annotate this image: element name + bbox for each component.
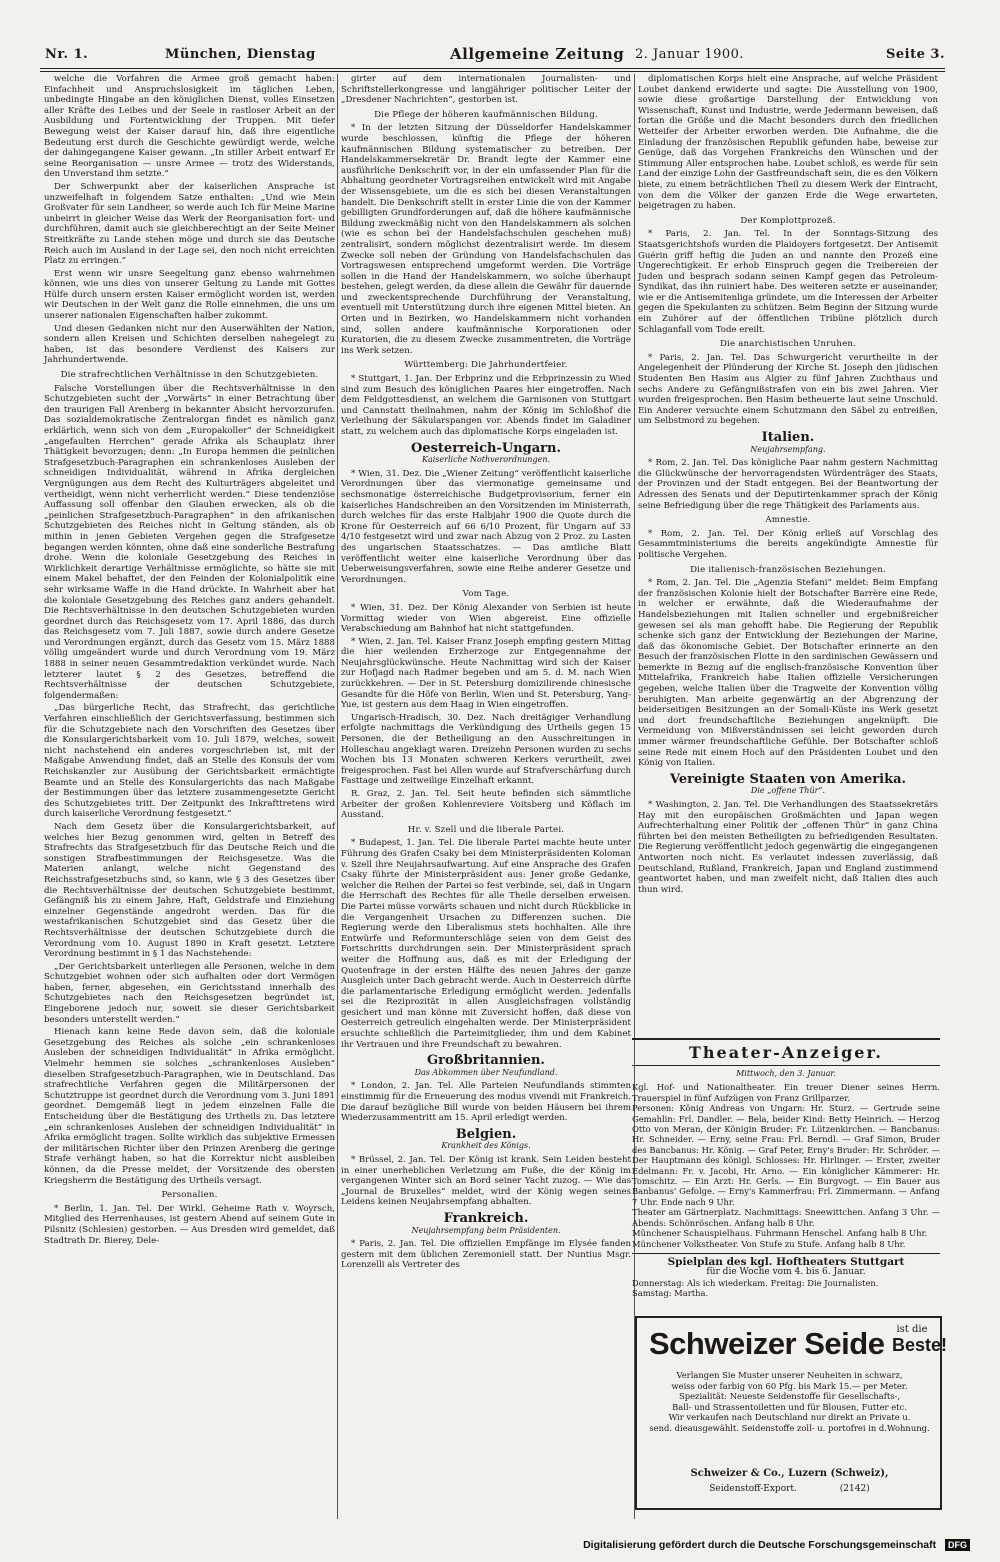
- ad-line: weiss oder farbig von 60 Pfg. bis Mark 15.— per Meter.: [671, 1380, 908, 1391]
- ad-side-line-2: Beste!: [892, 1335, 948, 1355]
- article-paragraph: * Paris, 2. Jan. Tel. Das Schwurgericht verurtheilte in der Angelegenheit der Plünderung der Kirche St. Joseph den jüdischen Studenten Ben Hasim aus Algier zu fünf Jahren Zuchthaus und sechs Andere zu Gefängnißstrafen von ein bis zwei Jahren. Vier wurden freigesprochen. Ben Hasim betheuerte laut seine Unschuld. Ein Anderer versuchte einem Schutzmann den Säbel zu entreißen, um Selbstmord zu begehen.: [638, 352, 938, 427]
- article-paragraph: * In der letzten Sitzung der Düsseldorfer Handelskammer wurde beschlossen, künftig die Pflege der höheren kaufmännischen Bildung systematischer zu betreiben. Der Handelskammersekretär Dr. Brandt legte der Kammer eine ausführliche Denkschrift vor, in der ein umfassender Plan für die Abhaltung geordneter Vortragsreihen entwickelt wird mit Angabe der Wissensgebiete, um die es sich bei diesen Veranstaltungen handelt. Die Denkschrift stellt in erster Linie die von der Kammer gebilligten Grundforderungen auf, daß die höhere kaufmännische Bildung zweckmäßig nicht von den Handelskammern als solchen (wie es schon bei der Handelsfachschulen geschehen muß) zentralisirt, sondern möglichst dezentralisirt werde. Im diesem Zwecke soll neben der Gründung von Handelsfachschulen das Vortragswesen entsprechend umgeformt werden. Die Vorträge sollen in die Hand der Handelskammern, wo solche überhaupt bestehen, gelegt werden, da diese allein die Gewähr für dauernde und zweckentsprechende Durchführung der Veranstaltung, eventuell mit Unterstützung durch ihre eigenen Mittel bieten. An Orten und in Bezirken, wo Handelskammern nicht vorhanden sind, sollen andere kaufmännische Korporationen oder Kuratorien, die zu diesem Zwecke zusammentreten, die Vorträge ins Werk setzen.: [341, 123, 631, 356]
- theater-entry: Münchener Schauspielhaus. Fuhrmann Henschel. Anfang halb 8 Uhr.: [632, 1228, 928, 1239]
- masthead: [45, 47, 945, 67]
- ad-line: Verlangen Sie Muster unserer Neuheiten in schwarz,: [676, 1370, 903, 1380]
- masthead-rule-2: [40, 71, 945, 72]
- place-day: München, Dienstag: [165, 47, 316, 62]
- ad-line: Wir verkaufen nach Deutschland nur direkt an Private u.: [668, 1412, 911, 1422]
- page-number: Seite 3.: [886, 47, 945, 62]
- column-divider: [337, 74, 338, 1519]
- column-3: [638, 74, 938, 895]
- section-heading: Vereinigte Staaten von Amerika.: [669, 771, 907, 787]
- ad-line: Ball- und Strassentoiletten und für Blousen, Futter etc.: [672, 1401, 907, 1412]
- section-heading: Frankreich.: [443, 1210, 529, 1226]
- section-heading: Krankheit des Königs.: [441, 1141, 531, 1151]
- article-paragraph: * Paris, 2. Jan. Tel. Die offiziellen Empfänge im Elysée fanden gestern mit dem üblichen Zeremoniell statt. Der Nuntius Msgr. Lorenzelli als Vertreter des: [341, 1239, 631, 1271]
- section-heading: Großbritannien.: [427, 1053, 545, 1069]
- section-heading: Oesterreich-Ungarn.: [411, 440, 561, 456]
- article-paragraph: * Rom, 2. Jan. Tel. Das königliche Paar nahm gestern Nachmittag die Glückwünsche der hervorragendsten Würdenträger des Staats, der Provinzen und der Stadt entgegen. Bei der Beantwortung der Adressen des Senats und der Deputirtenkammer sprach der König seine Befriedigung über die rege Thätigkeit des Parlaments aus.: [638, 458, 938, 511]
- dfg-logo-icon: DFG: [945, 1539, 970, 1551]
- digitization-footer: [0, 1530, 1000, 1562]
- article-paragraph: Der Schwerpunkt aber der kaiserlichen Ansprache ist unzweifelhaft in folgendem Satze enthalten: „Und wie Mein Großvater für sein Landheer, so werde auch Ich für Meine Marine unbeirrt in gleicher Weise das Werk der Reorganisation fort- und durchführen, damit auch sie gleichberechtigt an der Seite Meiner Streitkräfte zu Lande stehen möge und durch sie das Deutsche Reich auch im Ausland in der Lage sei, den noch nicht erreichten Platz zu erringen.“: [44, 181, 335, 267]
- ad-firm: Schweizer & Co., Luzern (Schweiz),: [690, 1468, 889, 1479]
- theater-title: Theater-Anzeiger.: [632, 1038, 940, 1066]
- article-paragraph: Erst wenn wir unsre Seegeltung ganz ebenso wahrnehmen können, wie uns dies von unserer Geltung zu Lande mit Gottes Hülfe durch unsern ersten Kaiser ermöglicht worden ist, werden wir Deutschen in der Welt ganz die Rolle einnehmen, die uns um unserer nationalen Eigenschaften halber zukommt.: [44, 268, 335, 322]
- article-paragraph: * Washington, 2. Jan. Tel. Die Verhandlungen des Staatssekretärs Hay mit den europäischen Großmächten und Japan wegen Aufrechterhaltung einer Politik der „offenen Thür“ in ganz China führten bei den meisten Betheiligten zu befriedigenden Resultaten. Die Regierung veröffentlicht jedoch gegenwärtig die eingegangenen Antworten noch nicht. Es verlautet indessen zuverlässig, daß Deutschland, Rußland, Frankreich, Japan und England zustimmend geantwortet haben, und man zweifelt nicht, daß Italien dies auch thun wird.: [638, 800, 938, 895]
- section-heading: Italien.: [761, 430, 815, 445]
- spielplan-subtitle: für die Woche vom 4. bis 6. Januar.: [706, 1267, 866, 1278]
- issue-number: Nr. 1.: [45, 47, 89, 62]
- section-heading: Vom Tage.: [462, 589, 510, 600]
- section-heading: Die italienisch-französischen Beziehungen.: [690, 564, 886, 575]
- ad-side-slogan: [892, 1324, 948, 1356]
- issue-date: 2. Januar 1900.: [635, 47, 745, 62]
- theater-listings: [632, 1038, 940, 1313]
- article-paragraph: * Budapest, 1. Jan. Tel. Die liberale Partei machte heute unter Führung des Grafen Csaky bei dem Ministerpräsidenten Koloman v. Szell ihre Neujahrsaufwartung. Auf eine Ansprache des Grafen Csaky führte der Ministerpräsident aus: Jener große Gedanke, welcher die Reihen der Partei so fest verbinde, sei, daß in Ungarn die Herrschaft des Rechtes für alle Theile derselben erweisen. Die Partei müsse vorwärts schauen und nicht durch Rückblicke in die Vergangenheit Ursachen zu Differenzen suchen. Die Regierung werde den Liberalismus stets hochhalten. Alle ihre Entwürfe und Reformunterschläge seien von dem Geist des Fortschritts durchdrungen sein. Der Ministerpräsident sprach weiter die Hoffnung aus, daß es mit der Erledigung der Quotenfrage in der ersten Hälfte des neuen Jahres der ganze Ausgleich unter Dach gebracht werde. Auch in Oesterreich dürfte die parlamentarische Erledigung ermöglicht werden. Jedenfalls sei die Reziprozität in allen Ausgleichsfragen vollständig gesichert und man könne mit Zuversicht hoffen, daß diese von Oesterreich getreulich eingehalten werde. Der Ministerpräsident ersuchte schließlich die Parteimitglieder, ihm und dem Kabinet ihr Vertrauen und ihre Freundschaft zu bewahren.: [341, 838, 631, 1050]
- section-heading: Der Komplottprozeß.: [740, 215, 836, 226]
- section-heading: Die anarchistischen Unruhen.: [719, 339, 857, 350]
- section-heading: Württemberg: Die Jahrhundertfeier.: [404, 360, 568, 371]
- article-paragraph: * Rom, 2. Jan. Tel. Der König erließ auf Vorschlag des Gesammtministeriums die bereits angekündigte Amnestie für politische Vergehen.: [638, 528, 938, 560]
- column-2: [341, 74, 631, 1519]
- section-heading: Die „offene Thür“.: [750, 786, 826, 796]
- article-paragraph: Falsche Vorstellungen über die Rechtsverhältnisse in den Schutzgebieten sucht der „Vorwärts“ in einer Betrachtung über den traurigen Fall Arenberg in bekannter Absicht hervorzurufen. Das sozialdemokratische Zentralorgan findet es nämlich ganz erklärlich, wenn sich von dem „Europakoller“ der Schneidigkeit „angefaulten Herrchen“ gerade Afrika als Schauplatz ihrer Thätigkeit bevorzugen; denn: „In Europa hemmen die peinlichen Strafgesetzbuch-Paragraphen ein schrankenloses Ausleben der schneidigen Individualität, während in Afrika dergleichen Vergnügungen aus dem Recht des Kulturträgers abgeleitet und vertheidigt, wenn nicht verherrlicht werden.“ Diese tendenziöse Auffassung soll offenbar den Glauben erwecken, als ob die „peinlichen Strafgesetzbuch-Paragraphen“ in den afrikanischen Schutzgebieten des Reiches nicht in Geltung ständen, als ob mithin in jenen Gebieten Vergehen gegen die Strafgesetze begangen werden könnten, ohne daß eine sonderliche Bestrafung drohe. Wenn die koloniale Gesetzgebung des Reiches in Wirklichkeit derartige Verhältnisse ermöglichte, so hätte sie mit einem Makel behaftet, der den Feinden der Kolonialpolitik eine sehr wirksame Waffe in die Hand drückte. In Wahrheit aber hat die koloniale Gesetzgebung des Reiches ganz anders gehandelt. Die Rechtsverhältnisse in den deutschen Schutzgebieten wurden geordnet durch das Reichsgesetz vom 17. April 1886, das durch das Reichsgesetz vom 7. Juli 1887, sowie durch andere Gesetze und Verordnungen ergänzt, durch das Gesetz vom 15. März 1888 völlig umgeändert wurde und durch Verordnung vom 19. März 1888 in seiner neuen Gesammtredaktion verkündet wurde. Nach letzterer lautet § 2 des Gesetzes, betreffend die Rechtsverhältnisse der deutschen Schutzgebiete, folgendermaßen:: [44, 383, 335, 701]
- article-paragraph: „Der Gerichtsbarkeit unterliegen alle Personen, welche in dem Schutzgebiet wohnen oder sich aufhalten oder dort Vermögen haben, ferner, abgesehen, ein Gerichtsstand innerhalb des Schutzgebietes nach den Reichsgesetzen begründet ist, Eingeborene jedoch nur, soweit sie dieser Gerichtsbarkeit besonders unterstellt werden.“: [44, 961, 335, 1025]
- footer-credit-text: Digitalisierung gefördert durch die Deutsche Forschungsgemeinschaft: [583, 1539, 937, 1551]
- article-paragraph: * Wien, 31. Dez. Der König Alexander von Serbien ist heute Vormittag wieder von Wien abgereist. Eine offizielle Verabschiedung am Bahnhof hat nicht stattgefunden.: [341, 602, 631, 635]
- ad-firm-line-2: [647, 1484, 932, 1494]
- article-paragraph: Ungarisch-Hradisch, 30. Dez. Nach dreitägiger Verhandlung erfolgte nachmittags die Verkündigung des Urtheils gegen 15 Personen, die der Betheiligung an den Ausschreitungen in Holleschau angeklagt waren. Dreizehn Personen wurden zu sechs Wochen bis 13 Monaten schweren Kerkers verurtheilt, zwei freigesprochen. Fast bei Allen wurde auf Strafverschärfung durch Fasttage und zeitweilige Einzelhaft erkannt.: [341, 712, 631, 787]
- ad-line: Spezialität: Neueste Seidenstoffe für Gesellschafts-,: [678, 1391, 901, 1401]
- article-paragraph: Und diesen Gedanken nicht nur den Auserwählten der Nation, sondern allen Kreisen und Schichten derselben nahegelegt zu haben, ist das besondere Verdienst des Kaisers zur Jahrhundertwende.: [44, 323, 335, 366]
- ad-export: Seidenstoff-Export.: [709, 1484, 797, 1494]
- article-paragraph: * Wien, 31. Dez. Die „Wiener Zeitung“ veröffentlicht kaiserliche Verordnungen über das viermonatige gemeinsame und sechsmonatige österreichische Budgetprovisorium, ferner ein kaiserliches Handschreiben an den Vorsitzenden im Ministerrath, durch welches für das erste Halbjahr 1900 die Quote durch die Krone für Oesterreich auf 66 6/10 Prozent, für Ungarn auf 33 4/10 festgesetzt wird und zwar nach Abzug von 2 Proz. zu Lasten des ungarischen Staatsschatzes. — Das amtliche Blatt veröffentlicht weiter eine kaiserliche Verordnung über das Ueberweisungsverfahren, sowie eine Reihe anderer Gesetze und Verordnungen.: [341, 468, 631, 585]
- article-paragraph: diplomatischen Korps hielt eine Ansprache, auf welche Präsident Loubet dankend erwiderte und sagte: Die Ausstellung von 1900, sowie diese großartige Darstellung der Entwicklung von Wissenschaft, Kunst und Industrie, werde Jedermann beweisen, daß fortan die Größe und die Macht besonders durch den friedlichen Wetteifer der Arbeiter erworben werden. Die Aufnahme, die die Einladung der französischen Republik gefunden habe, beweise zur Genüge, daß das Vorgehen Frankreichs den Wünschen und der Stimmung Aller entsprochen habe. Loubet schloß, es werde für sein Land der einzige Lohn der Gastfreundschaft sein, die es den Völkern biete, zu einem beträchtlichen Theil zu diesem Werk der Eintracht, von dem die Völker der ganzen Erde die Wege erwarteten, beigetragen zu haben.: [638, 74, 938, 212]
- article-paragraph: * Berlin, 1. Jan. Tel. Der Wirkl. Geheime Rath v. Woyrsch, Mitglied des Herrenhauses, ist gestern Abend auf seinem Gute in Pilsnitz (Schlesien) gestorben. — Aus Dresden wird gemeldet, daß Stadtrath Dr. Bierey, Dele-: [44, 1203, 335, 1246]
- theater-entry: Kgl. Hof- und Nationaltheater. Ein treuer Diener seines Herrn. Trauerspiel in fünf Aufzügen von Franz Grillparzer.: [632, 1082, 940, 1103]
- article-paragraph: * Stuttgart, 1. Jan. Der Erbprinz und die Erbprinzessin zu Wied sind zum Besuch des königlichen Paares hier eingetroffen. Nach dem Feldgottesdienst, an welchem die Garnisonen von Stuttgart und Cannstatt theilnahmen, nahm der König im Schloßhof die Verleihung der Säkularspangen vor. Abends findet im Galadiner statt, zu welchem auch das diplomatische Korps eingeladen ist.: [341, 374, 631, 437]
- ad-line: send. dieausgewählt. Seidenstoffe zoll- u. portofrei in d.Wohnung.: [649, 1422, 930, 1433]
- section-heading: Personalien.: [161, 1190, 218, 1201]
- ad-code: (2142): [839, 1484, 870, 1494]
- theater-entry: Theater am Gärtnerplatz. Nachmittags: Sneewittchen. Anfang 3 Uhr. — Abends: Schönröschen. Anfang halb 8 Uhr.: [632, 1207, 940, 1228]
- section-heading: Kaiserliche Nothverordnungen.: [421, 455, 551, 465]
- article-paragraph: welche die Vorfahren die Armee groß gemacht haben: Einfachheit und Anspruchslosigkeit im täglichen Leben, unbedingte Hingabe an den königlichen Dienst, volles Einsetzen aller Kräfte des Leibes und der Seele in rastloser Arbeit an der Ausbildung und Fortentwicklung der Truppen. Mit tiefer Bewegung weist der Kaiser darauf hin, daß ihre eigentliche Bedeutung erst durch die Geschichte gewürdigt werde, welche der dahingegangene Kaiser gewann. „In stiller Arbeit entwarf Er seine Reorganisation — unsre Armee — trotz des Widerstands, den Unverstand ihm setzte.“: [44, 74, 335, 180]
- section-heading: Neujahrsempfang.: [750, 444, 826, 454]
- section-heading: Belgien.: [455, 1126, 517, 1142]
- column-1: [44, 74, 335, 1519]
- article-paragraph: * London, 2. Jan. Tel. Alle Parteien Neufundlands stimmten einstimmig für die Erneuerung des modus vivendi mit Frankreich. Die darauf bezügliche Bill wurde von beiden Häusern bei ihrem Wiederzusammentritt am 15. April erledigt werden.: [341, 1081, 631, 1124]
- theater-entry: Münchener Volkstheater. Von Stufe zu Stufe. Anfang halb 8 Uhr.: [632, 1238, 906, 1249]
- article-paragraph: R. Graz, 2. Jan. Tel. Seit heute befinden sich sämmtliche Arbeiter der großen Kohlenreviere Voitsberg und Köflach im Ausstand.: [341, 789, 631, 821]
- spielplan-title: Spielplan des kgl. Hoftheaters Stuttgart: [632, 1253, 940, 1267]
- theater-date: Mittwoch, den 3. Januar.: [736, 1069, 836, 1078]
- ad-headline: Schweizer Seide: [649, 1326, 885, 1361]
- advertisement-schweizer-seide: [635, 1316, 948, 1510]
- article-paragraph: Hienach kann keine Rede davon sein, daß die koloniale Gesetzgebung des Reiches als solche „ein schrankenloses Ausleben der schneidigen Individualität“ in Afrika ermöglicht. Vielmehr hemmen sie solches „schrankenloses Ausleben“ dieselben Strafgesetzbuch-Paragraphen, wie in Deutschland. Das strafrechtliche Verfahren gegen die Militärpersonen der Schutztruppe ist geordnet durch die Verordnung vom 3. Juni 1891 geordnet. Demgemäß liegt in jedem einzelnen Falle die Entscheidung über die Bestätigung des Urtheils zu. Das letztere „ein schrankenloses Ausleben der schneidigen Individualität“ in Afrika ermöglicht tragen. Sollte wirklich das subjektive Ermessen der militärischen Richter über den Prinzen Arenberg die geringe Strafe verhängt haben, so hat die Korrektur nicht ausbleiben können, da die Presse meldet, der Vorsitzende des obersten Kriegsherrn die Bestätigung des Urtheils versagt.: [44, 1027, 335, 1186]
- section-heading: Hr. v. Szell und die liberale Partei.: [407, 824, 565, 835]
- theater-entry: Personen: König Andreas von Ungarn: Hr. Sturz. — Gertrude seine Gemahlin: Frl. Dandler. — Bela, beider Kind: Betty Heinrich. — Herzog Otto von Meran, der Königin Bruder: Fr. Lützenkirchen. — Bancbanus: Hr. Schneider. — Erny, seine Frau: Frl. Berndl. — Graf Simon, Bruder des Bancbanus: Hr. König. — Graf Peter, Erny's Bruder: Hr. Schröder. — Der Hauptmann des königl. Schlosses: Hr. Hirlinger. — Erster, zweiter Edelmann: Fr. v. Jacobi, Hr. Arno. — Ein königlicher Kämmerer: Hr. Tomschitz. — Ein Arzt: Hr. Gerls. — Ein Burgvogt. — Ein Bauer aus Banbanus' Gefolge. — Erny's Kammerfrau: Frl. Zimmermann. — Anfang 7 Uhr. Ende nach 9 Uhr.: [632, 1103, 940, 1207]
- masthead-rule: [40, 68, 945, 69]
- article-paragraph: „Das bürgerliche Recht, das Strafrecht, das gerichtliche Verfahren einschließlich der Gerichtsverfassung, bestimmen sich für die Schutzgebiete nach den Vorschriften des Gesetzes über die Konsulargerichtsbarkeit vom 10. Juli 1879, welches, soweit nicht nachstehend ein anderes vorgeschrieben ist, mit der Maßgabe Anwendung findet, daß an Stelle des Konsuls der vom Reichskanzler zur Ausübung der Gerichtsbarkeit ermächtigte Beamte und an Stelle des Konsulargerichts das nach Maßgabe der Bestimmungen über das letztere zusammengesetzte Gericht des Schutzgebietes tritt. Der Zeitpunkt des Inkrafttretens wird durch kaiserliche Verordnung festgesetzt.“: [44, 703, 335, 820]
- section-heading: Neujahrsempfang beim Präsidenten.: [411, 1225, 561, 1235]
- spielplan-entry: Donnerstag: Als ich wiederkam. Freitag: Die Journalisten.: [632, 1277, 879, 1288]
- article-paragraph: * Paris, 2. Jan. Tel. In der Sonntags-Sitzung des Staatsgerichtshofs wurden die Plaidoyers fortgesetzt. Der Antisemit Guérin griff heftig die Juden an und nannte den Prozeß eine Ungerechtigkeit. Er erhob Einspruch gegen die Treibereien der Juden und besprach sodann seinen Kampf gegen das Petroleum-Syndikat, das ihn ruiniert habe. Des weiteren setzte er auseinander, wie er die Antisemitenliga gründete, um die Interessen der Arbeiter gegen die Spekulanten zu schützen. Beim Beginn der Sitzung wurde ein Zuhörer auf der öffentlichen Tribüne plötzlich durch Schlaganfall vom Tode ereilt.: [638, 229, 938, 335]
- section-heading: Amnestie.: [765, 515, 811, 526]
- article-paragraph: girter auf dem internationalen Journalisten- und Schriftstellerkongresse und langjähriger politischer Leiter der „Dresdener Nachrichten“, gestorben ist.: [341, 74, 631, 106]
- article-paragraph: * Brüssel, 2. Jan. Tel. Der König ist krank. Sein Leiden besteht in einer unerheblichen Verletzung am Fuße, die der König im vergangenen Winter sich an Bord seiner Yacht zuzog. — Wie das „Journal de Bruxelles“ meldet, wird der König wegen seines Leidens keinen Neujahrsempfang abhalten.: [341, 1155, 631, 1208]
- ad-body: [647, 1370, 932, 1433]
- newspaper-title: Allgemeine Zeitung: [450, 45, 625, 63]
- section-heading: Die strafrechtlichen Verhältnisse in den Schutzgebieten.: [60, 370, 319, 381]
- footer-credit: [583, 1539, 970, 1551]
- spielplan-entry: Samstag: Martha.: [632, 1288, 709, 1299]
- article-paragraph: Nach dem Gesetz über die Konsulargerichtsbarkeit, auf welches hier Bezug genommen wird, gelten in Betreff des Strafrechts das Strafgesetzbuch für das Deutsche Reich und die sonstigen Strafbestimmungen der Reichsgesetze. Was die Materien anlangt, welche nicht Gegenstand des Reichsstrafgesetzbuchs sind, so kann, wie § 3 des Gesetzes über die Rechtsverhältnisse der deutschen Schutzgebiete bestimmt, Gefängniß bis zu einem Jahre, Haft, Geldstrafe und Einziehung einzelner Gegenstände angedroht werden. Das für die westafrikanischen Schutzgebiet sind das Gesetz über die Rechtsverhältnisse der deutschen Schutzgebiete durch die Verordnung vom 10. August 1890 in Kraft gesetzt. Letztere Verordnung bestimmt in § 1 das Nachstehende:: [44, 821, 335, 960]
- section-heading: Das Abkommen über Neufundland.: [414, 1067, 558, 1077]
- article-paragraph: * Wien, 2. Jan. Tel. Kaiser Franz Joseph empfing gestern Mittag die hier weilenden Erzherzoge zur Entgegennahme der Neujahrsglückwünsche. Heute Nachmittag wird sich der Kaiser zur Hofjagd nach Radmer begeben und am 5. d. M. nach Wien zurückkehren. — Der in St. Petersburg domizilirende chinesische Gesandte für die Höfe von Berlin, Wien und St. Petersburg, Yang-Yue, ist gestern aus dem Haag in Wien eingetroffen.: [341, 636, 631, 711]
- section-heading: Die Pflege der höheren kaufmännischen Bildung.: [374, 109, 598, 120]
- article-paragraph: * Rom, 2. Jan. Tel. Die „Agenzia Stefani“ meldet: Beim Empfang der französischen Kolonie hielt der Botschafter Barrère eine Rede, in welcher er erwähnte, daß die Wiederaufnahme der Handelsbeziehungen mit Italien schneller und ergebnißreicher gewesen sei als man gehofft habe. Die Regierung der Republik schenke sich ganz der Entwicklung der Beziehungen der Marine, daß das ökonomische Gebiet. Der Botschafter erinnerte an den Besuch der französischen Flotte in den sardinischen Gewässern und bemerkte in Bezug auf die englisch-französische Konvention über Mittelafrika, Frankreich habe Italien offizielle Versicherungen gegeben, welche Italien über die Tragweite der Konvention völlig beruhigten. Man arbeite gegenwärtig an der Abgrenzung der beiderseitigen Besitzungen an der Somali-Küste ins Werk gesetzt und dort freundschaftliche Beziehungen angeknüpft. Die Vermeidung von Mißverständnissen sei leicht geworden durch immer wärmer freundschaftliche Gefühle. Der Botschafter schloß seine Rede mit einem Hoch auf den Präsidenten Loubet und den König von Italien.: [638, 578, 938, 769]
- ad-side-line-1: ist die: [896, 1324, 928, 1335]
